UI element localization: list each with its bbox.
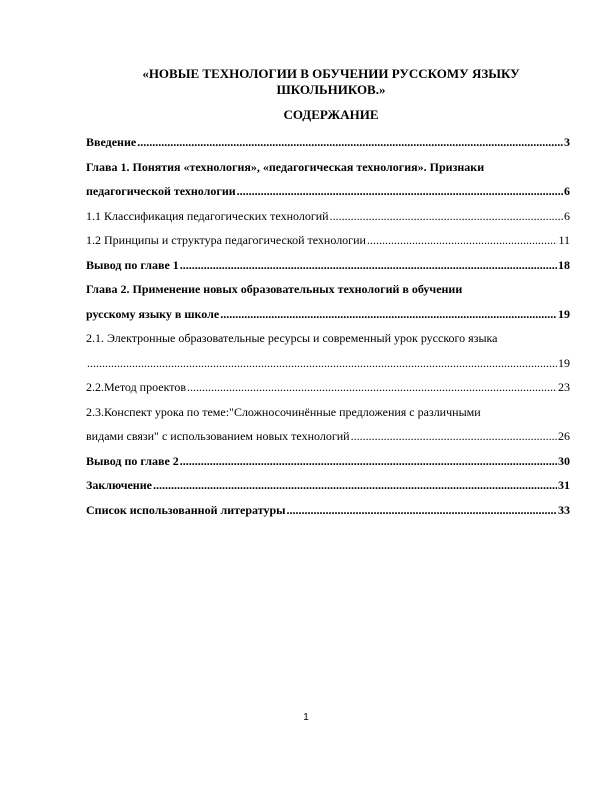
toc-leader-dots xyxy=(187,375,557,400)
toc-entry-section-2-3-line-2[interactable] xyxy=(86,424,570,449)
toc-page-number: 19 xyxy=(558,306,570,321)
toc-heading: СОДЕРЖАНИЕ xyxy=(283,107,379,122)
toc-leader-dots xyxy=(330,204,563,229)
toc-page-number: 33 xyxy=(558,502,570,517)
toc-entry-section-1-2[interactable] xyxy=(86,228,570,253)
toc-leader-dots xyxy=(237,179,563,204)
toc-entry-section-2-3-line-1[interactable] xyxy=(86,400,570,425)
toc-leader-dots xyxy=(137,130,563,155)
toc-entry-label: Заключение xyxy=(86,478,152,492)
toc-entry-label: 1.2 Принципы и структура педагогической технологии xyxy=(86,233,366,247)
toc-entry-introduction[interactable] xyxy=(86,130,570,155)
toc-leader-dots xyxy=(351,424,557,449)
toc-entry-section-2-1-line-2[interactable] xyxy=(86,351,570,376)
toc-page-number: 31 xyxy=(558,478,570,492)
page-footer-number: 1 xyxy=(303,712,309,723)
toc-entry-label: Глава 2. Применение новых образовательных технологий в обучении xyxy=(86,282,463,296)
toc-entry-label: Список использованной литературы xyxy=(86,502,286,517)
toc-page-number: 3 xyxy=(564,135,570,149)
toc-page-number: 23 xyxy=(558,380,570,394)
toc-entry-label: русскому языку в школе xyxy=(86,306,220,321)
table-of-contents xyxy=(86,130,570,522)
toc-page-number: 18 xyxy=(558,257,570,272)
toc-page-number: 11 xyxy=(558,233,570,247)
toc-leader-dots xyxy=(153,473,557,498)
toc-entry-conclusion-chapter-2[interactable] xyxy=(86,449,570,474)
toc-page-number: 6 xyxy=(564,184,570,198)
toc-leader-dots xyxy=(367,228,557,253)
toc-entry-label: 1.1 Классификация педагогических технологий xyxy=(86,208,329,223)
title-line-2: ШКОЛЬНИКОВ.» xyxy=(276,82,386,97)
toc-entry-conclusion-chapter-1[interactable] xyxy=(86,253,570,278)
toc-entry-chapter-1-line-1[interactable] xyxy=(86,155,570,180)
toc-entry-chapter-1-line-2[interactable] xyxy=(86,179,570,204)
toc-entry-conclusion[interactable] xyxy=(86,473,570,498)
toc-page-number: 26 xyxy=(558,429,570,443)
toc-entry-label: 2.2.Метод проектов xyxy=(86,380,187,394)
toc-entry-label: Введение xyxy=(86,135,137,149)
toc-page-number: 6 xyxy=(564,208,570,223)
toc-leader-dots xyxy=(180,253,557,278)
toc-page-number: 30 xyxy=(558,453,570,468)
toc-leader-dots xyxy=(287,498,558,523)
toc-page-number: 19 xyxy=(558,355,570,370)
toc-entry-references[interactable] xyxy=(86,498,570,523)
toc-entry-label: Вывод по главе 2 xyxy=(86,453,179,468)
toc-entry-section-2-1-line-1[interactable] xyxy=(86,326,570,351)
toc-leader-dots xyxy=(180,449,557,474)
title-line-1: «НОВЫЕ ТЕХНОЛОГИИ В ОБУЧЕНИИ РУССКОМУ ЯЗЫКУ xyxy=(142,66,520,81)
toc-leader-dots xyxy=(220,302,557,327)
toc-entry-chapter-2-line-2[interactable] xyxy=(86,302,570,327)
toc-entry-chapter-2-line-1[interactable] xyxy=(86,277,570,302)
toc-entry-label: Вывод по главе 1 xyxy=(86,257,179,272)
toc-entry-label: 2.3.Конспект урока по теме:"Сложносочинённые предложения с различными xyxy=(86,404,481,419)
toc-leader-dots xyxy=(87,351,557,376)
toc-entry-label: 2.1. Электронные образовательные ресурсы и современный урок русского языка xyxy=(86,331,498,345)
document-title xyxy=(86,66,576,98)
toc-entry-label: Глава 1. Понятия «технология», «педагогическая технология». Признаки xyxy=(86,159,485,174)
toc-entry-label: педагогической технологии xyxy=(86,184,236,198)
toc-entry-section-2-2[interactable] xyxy=(86,375,570,400)
toc-entry-section-1-1[interactable] xyxy=(86,204,570,229)
toc-entry-label: видами связи" с использованием новых технологий xyxy=(86,429,350,443)
